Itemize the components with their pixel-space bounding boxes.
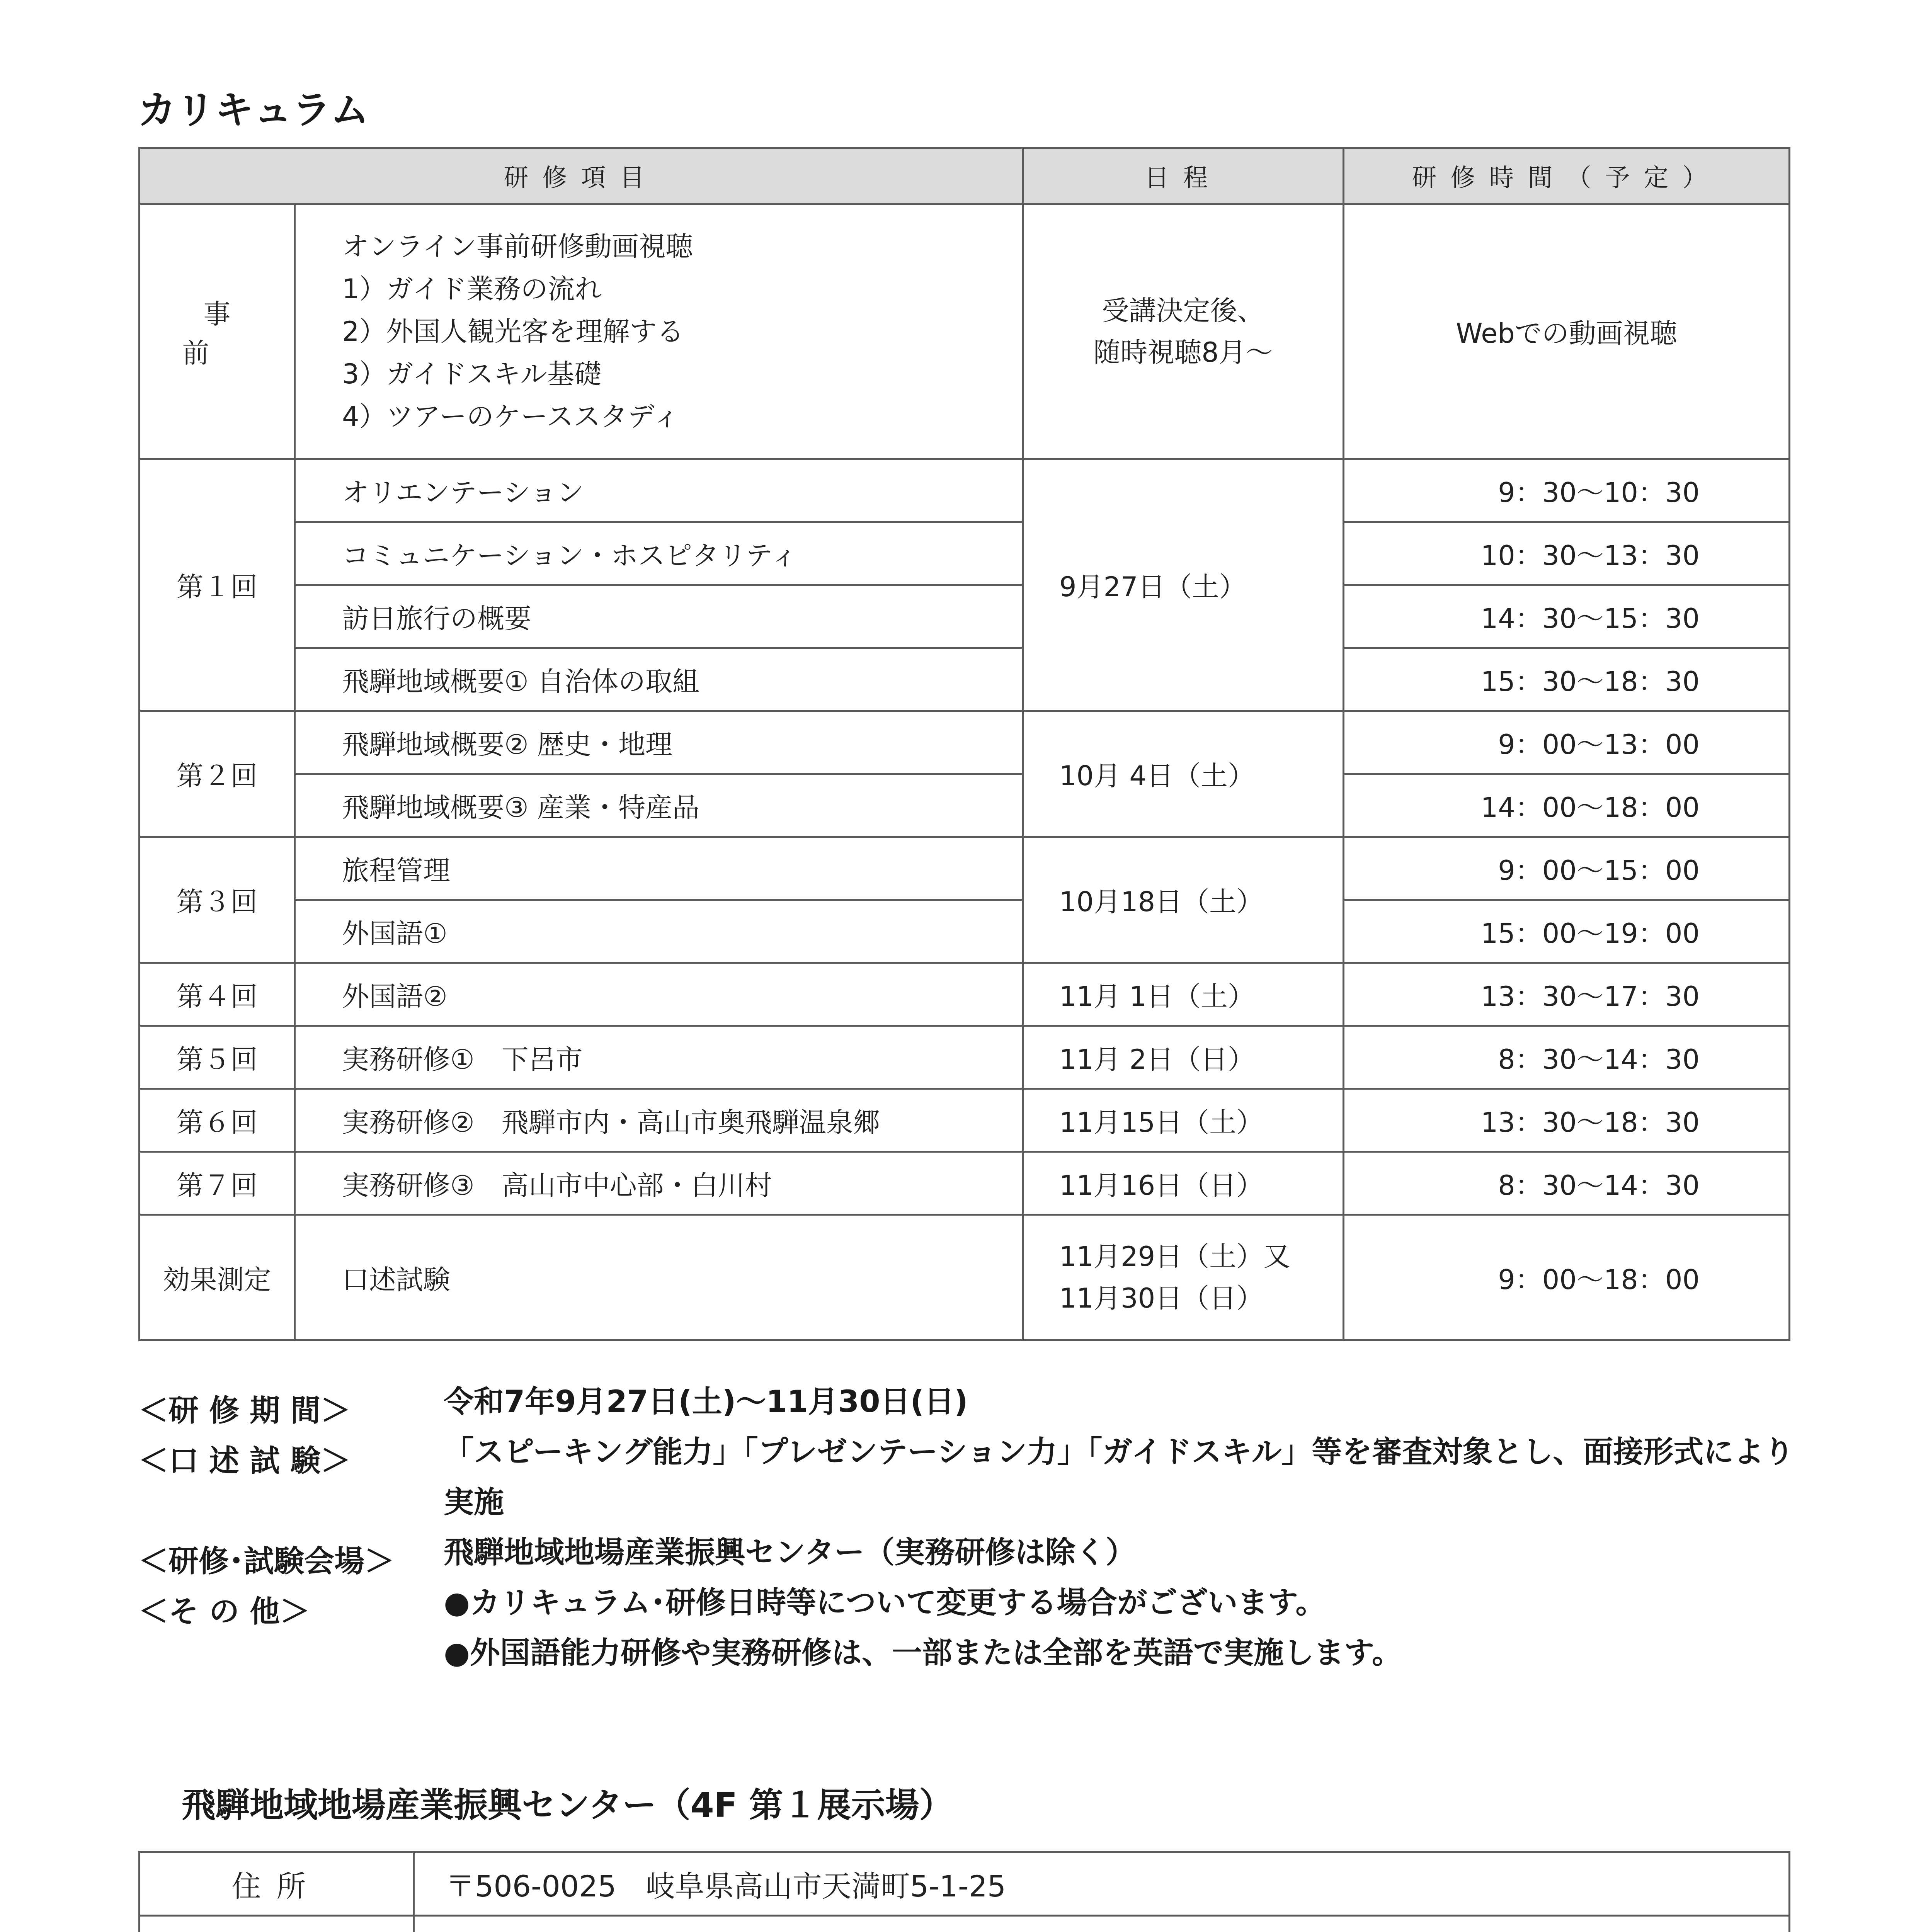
- session-item: コミュニケーション・ホスピタリティ: [295, 522, 1023, 585]
- list-item: ●カリキュラム･研修日時等について変更する場合がございます。: [444, 1585, 1326, 1620]
- note-text: 飛騨地域地場産業振興センター（実務研修は除く）: [444, 1535, 1136, 1570]
- access-value: [414, 1916, 1790, 1932]
- note-other: [138, 1587, 1800, 1688]
- session-date: 11月15日（土）: [1023, 1089, 1344, 1152]
- table-row: [140, 711, 1790, 774]
- session-label: 第２回: [140, 711, 295, 837]
- table-row: [140, 648, 1790, 711]
- table-row: [140, 1026, 1790, 1089]
- list-item: 2）外国人観光客を理解する: [342, 315, 684, 347]
- table-row: [140, 585, 1790, 648]
- session-item: 口述試験: [295, 1215, 1023, 1340]
- table-row: [140, 837, 1790, 900]
- list-item: 4）ツアーのケーススタディ: [342, 400, 680, 432]
- session-time: 13：30〜18：30: [1344, 1089, 1790, 1152]
- session-item: 飛騨地域概要③ 産業・特産品: [295, 774, 1023, 837]
- curriculum-title: カリキュラム: [138, 87, 369, 133]
- session-time: 14：00〜18：00: [1344, 774, 1790, 837]
- session-item: 飛騨地域概要② 歴史・地理: [295, 711, 1023, 774]
- pre-date: 受講決定後、 随時視聴8月〜: [1023, 204, 1344, 459]
- session-time: 9：00〜15：00: [1344, 837, 1790, 900]
- session-label: 第７回: [140, 1152, 295, 1215]
- table-row: [140, 204, 1790, 459]
- session-time: 14：30〜15：30: [1344, 585, 1790, 648]
- note-text: 令和7年9月27日(土)〜11月30日(日): [444, 1384, 968, 1419]
- session-label: 第６回: [140, 1089, 295, 1152]
- table-row: [140, 1215, 1790, 1340]
- session-date: 11月 2日（日）: [1023, 1026, 1344, 1089]
- table-row: [140, 1916, 1790, 1932]
- table-row: [140, 522, 1790, 585]
- header-item: 研修項目: [140, 148, 1023, 204]
- list-item: オンライン事前研修動画視聴: [342, 230, 693, 262]
- list-item: 1）ガイド業務の流れ: [342, 273, 602, 305]
- note-label: ＜研 修 期 間＞: [138, 1393, 351, 1428]
- session-date: 10月18日（土）: [1023, 837, 1344, 963]
- table-row: [140, 459, 1790, 522]
- session-label: 第３回: [140, 837, 295, 963]
- session-label: 事前: [140, 204, 295, 459]
- note-text: 「スピーキング能力」「プレゼンテーション力」「ガイドスキル」等を審査対象とし、面接形式により実施: [444, 1435, 1794, 1520]
- session-date: 11月29日（土）又 11月30日（日）: [1023, 1215, 1344, 1340]
- session-time: 9：30〜10：30: [1344, 459, 1790, 522]
- session-date: 11月 1日（土）: [1023, 963, 1344, 1026]
- session-label: 第５回: [140, 1026, 295, 1089]
- session-time: 8：30〜14：30: [1344, 1026, 1790, 1089]
- note-label: ＜そ の 他＞: [138, 1594, 310, 1629]
- session-item: 実務研修② 飛騨市内・高山市奥飛騨温泉郷: [295, 1089, 1023, 1152]
- session-date: 10月 4日（土）: [1023, 711, 1344, 837]
- session-item: 実務研修③ 高山市中心部・白川村: [295, 1152, 1023, 1215]
- venue-title: 飛騨地域地場産業振興センター（4F 第１展示場）: [182, 1785, 953, 1825]
- session-item: オリエンテーション: [295, 459, 1023, 522]
- note-label: ＜研修･試験会場＞: [138, 1544, 395, 1579]
- session-time: 9：00〜13：00: [1344, 711, 1790, 774]
- note-text: [444, 1578, 1796, 1678]
- session-time: 15：30〜18：30: [1344, 648, 1790, 711]
- note-oral: [138, 1437, 1800, 1537]
- notes: [138, 1386, 1800, 1688]
- session-item: 旅程管理: [295, 837, 1023, 900]
- pre-time: Webでの動画視聴: [1344, 204, 1790, 459]
- list-item: ●外国語能力研修や実務研修は、一部または全部を英語で実施します。: [444, 1636, 1402, 1670]
- session-item: 実務研修① 下呂市: [295, 1026, 1023, 1089]
- header-schedule: 日程: [1023, 148, 1344, 204]
- table-row: [140, 1152, 1790, 1215]
- session-time: 15：00〜19：00: [1344, 900, 1790, 963]
- venue-table: [138, 1851, 1790, 1932]
- access-label: [140, 1916, 414, 1932]
- session-time: 9：00〜18：00: [1344, 1215, 1790, 1340]
- session-item: 外国語②: [295, 963, 1023, 1026]
- table-row: [140, 963, 1790, 1026]
- session-label: 第１回: [140, 459, 295, 711]
- session-date: 9月27日（土）: [1023, 459, 1344, 711]
- session-date: 11月16日（日）: [1023, 1152, 1344, 1215]
- table-row: [140, 774, 1790, 837]
- session-item: 訪日旅行の概要: [295, 585, 1023, 648]
- session-time: 13：30〜17：30: [1344, 963, 1790, 1026]
- table-row: [140, 900, 1790, 963]
- list-item: 3）ガイドスキル基礎: [342, 358, 602, 390]
- session-time: 8：30〜14：30: [1344, 1152, 1790, 1215]
- address-value: 〒506-0025 岐阜県高山市天満町5-1-25: [414, 1852, 1790, 1916]
- note-label: ＜口 述 試 験＞: [138, 1444, 351, 1478]
- curriculum-table: [138, 147, 1790, 1341]
- table-row: [140, 1852, 1790, 1916]
- session-item: 外国語①: [295, 900, 1023, 963]
- session-item: 飛騨地域概要① 自治体の取組: [295, 648, 1023, 711]
- session-time: 10：30〜13：30: [1344, 522, 1790, 585]
- session-label: 第４回: [140, 963, 295, 1026]
- header-time: 研修時間（予定）: [1344, 148, 1790, 204]
- table-row: [140, 1089, 1790, 1152]
- pre-items: [295, 204, 1023, 459]
- session-label: 効果測定: [140, 1215, 295, 1340]
- address-label: 住所: [140, 1852, 414, 1916]
- table-header-row: [140, 148, 1790, 204]
